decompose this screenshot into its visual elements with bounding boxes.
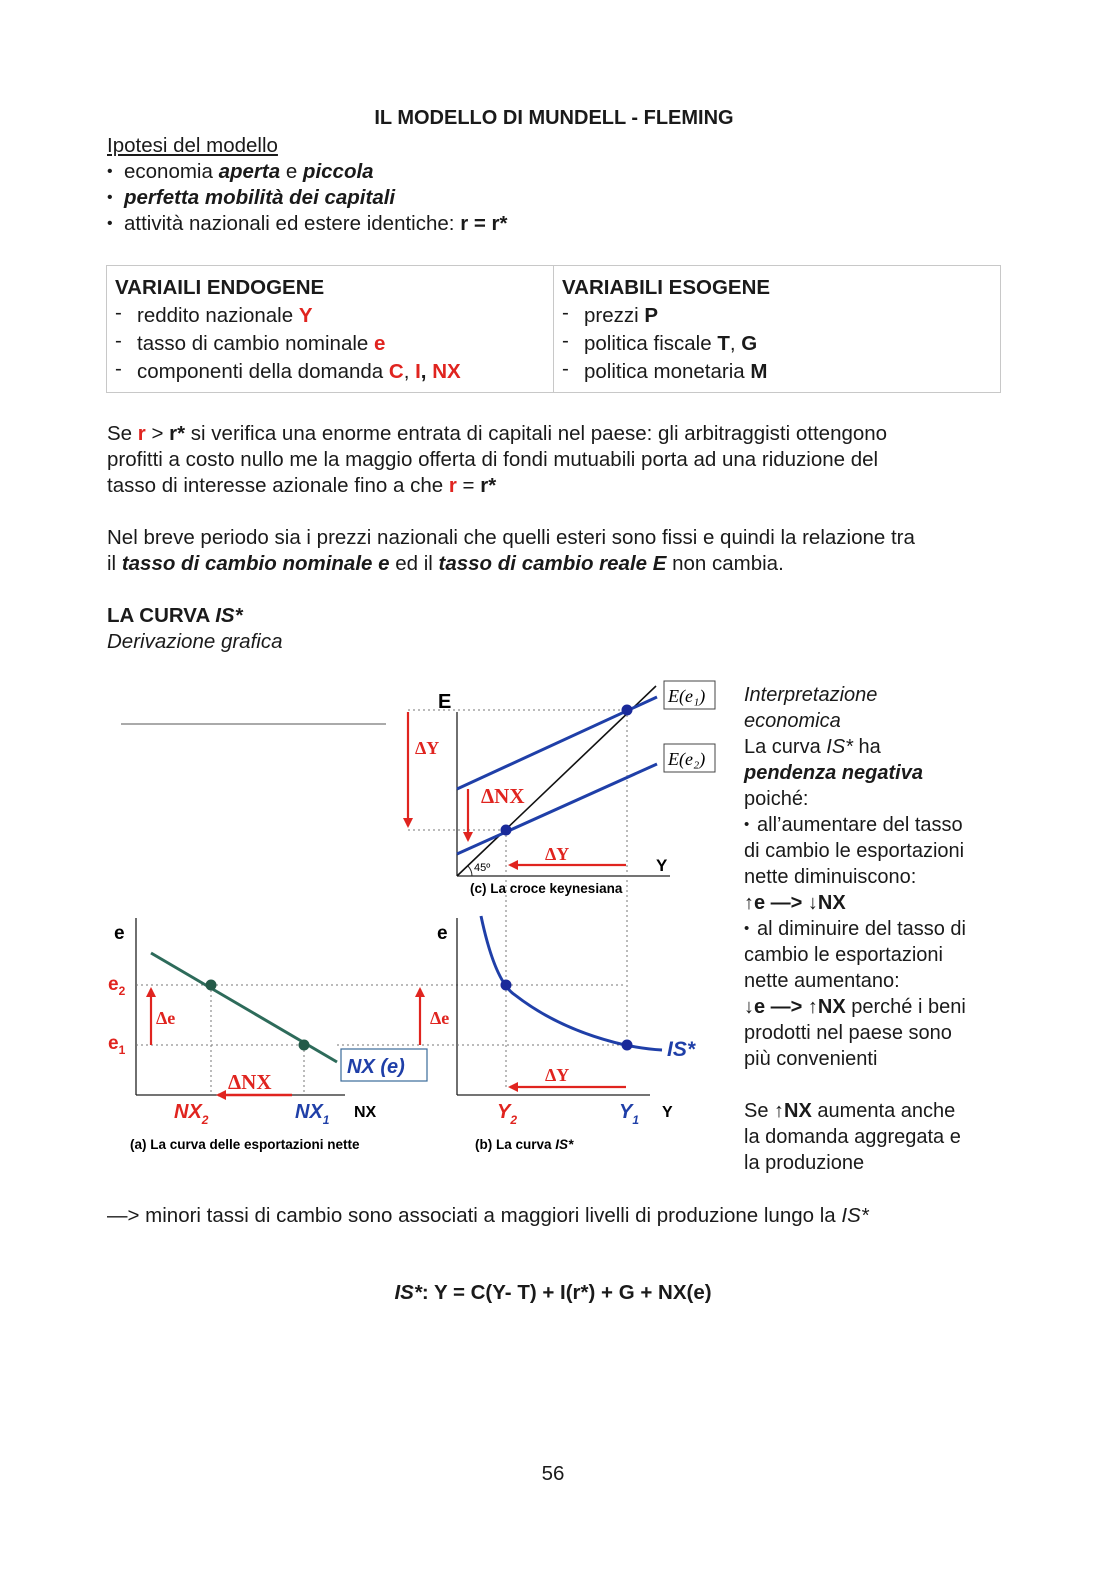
page-number: 56 xyxy=(541,1462,565,1485)
panel-net-exports xyxy=(108,918,624,1152)
hypotheses-heading: Ipotesi del modello xyxy=(107,134,278,157)
e1-label: $e_1$ xyxy=(108,1033,126,1057)
conclusion-text: —> minori tassi di cambio sono associati a maggiori livelli di produzione lungo la IS* xyxy=(107,1204,869,1227)
interpretation-bullet: • al diminuire del tasso di xyxy=(744,916,1004,942)
short-run-paragraph: Nel breve periodo sia i prezzi nazionali che quelli esteri sono fissi e quindi la relazione tra il tasso di cambio nominale e ed il tasso di cambio reale E non cambia. xyxy=(107,526,915,575)
exogenous-item: - prezzi P xyxy=(562,301,659,327)
is-curve-label: IS* xyxy=(667,1038,696,1061)
hypothesis-item: • perfetta mobilità dei capitali xyxy=(107,185,507,211)
y2-label: $Y_2$ xyxy=(497,1101,518,1127)
delta-nx-label: ΔNX xyxy=(228,1070,272,1094)
panel-c-x-label: Y xyxy=(656,856,668,875)
angle-label: 45º xyxy=(474,862,491,874)
exogenous-item: - politica fiscale T, G xyxy=(562,329,758,355)
panel-c-caption: (c) La croce keynesiana xyxy=(470,881,623,896)
line-label-e2: E(e₂) xyxy=(668,749,706,769)
panel-a-caption: (a) La curva delle esportazioni nette xyxy=(130,1137,360,1152)
panel-is-star xyxy=(337,916,696,1152)
panel-a-y-label: e xyxy=(114,923,125,944)
hypothesis-item: • economia aperta e piccola xyxy=(107,159,507,185)
line-label-e1: E(e₁) xyxy=(668,686,706,706)
delta-y-vertical-label: ΔY xyxy=(415,738,440,758)
section-heading: LA CURVA IS* Derivazione grafica xyxy=(107,604,283,653)
page-title: IL MODELLO DI MUNDELL - FLEMING xyxy=(374,107,734,129)
panel-c-y-label: E xyxy=(438,691,452,713)
is-point-2 xyxy=(501,980,512,991)
equilibrium-point-1 xyxy=(622,705,633,716)
capital-inflow-paragraph: Se r > r* si verifica una enorme entrata di capitali nel paese: gli arbitraggisti ottengono profitti a costo nullo me la maggio offerta di fondi mutuabili porta ad una riduzione del tasso di interesse azionale fino a che r = r* xyxy=(107,422,888,497)
exogenous-header: VARIABILI ESOGENE xyxy=(562,276,771,299)
endogenous-item: - componenti della domanda C, I, NX xyxy=(115,357,461,383)
delta-y-horizontal-label: ΔY xyxy=(545,844,570,864)
y1-label: $Y_1$ xyxy=(619,1101,640,1127)
interpretation-bullet: • all’aumentare del tasso xyxy=(744,812,1004,838)
nx-curve-label: NX (e) xyxy=(347,1056,405,1078)
equilibrium-point-2 xyxy=(501,825,512,836)
nx-point-e2 xyxy=(206,980,217,991)
nx1-label: $NX_1$ xyxy=(295,1101,330,1127)
endogenous-header: VARIAILI ENDOGENE xyxy=(115,276,325,299)
is-star-equation: IS*: Y = C(Y- T) + I(r*) + G + NX(e) xyxy=(394,1281,712,1304)
endogenous-item: - tasso di cambio nominale e xyxy=(115,329,386,355)
delta-y-label: ΔY xyxy=(545,1065,570,1085)
hypothesis-item: • attività nazionali ed estere identiche: r = r* xyxy=(107,211,507,237)
delta-e-label: Δe xyxy=(430,1008,450,1028)
panel-b-caption: (b) La curva IS* xyxy=(475,1137,574,1152)
delta-e-label: Δe xyxy=(156,1008,176,1028)
angle-arc xyxy=(468,866,472,876)
economic-interpretation: Interpretazione economica La curva IS* ha pendenza negativa poiché: • all’aumentare del tasso di cambio le esportazioni nette diminuiscono: ↑e —> ↓NX • al diminuire del tasso di cambio le esportazioni nette aumentano: ↓e —> ↑NX perché i beni prodotti nel paese sono più convenienti Se ↑NX aumenta anche la domanda aggregata e la produzione xyxy=(744,682,1004,1176)
panel-b-y-label: e xyxy=(437,923,448,944)
e2-label: $e_2$ xyxy=(108,974,126,998)
nx2-label: $NX_2$ xyxy=(174,1101,209,1127)
endogenous-item: - reddito nazionale Y xyxy=(115,301,313,327)
nx-point-e1 xyxy=(299,1040,310,1051)
delta-nx-label: ΔNX xyxy=(481,784,525,808)
is-point-1 xyxy=(622,1040,633,1051)
panel-keynesian-cross xyxy=(408,681,715,1087)
panel-a-x-label: NX xyxy=(354,1104,377,1121)
panel-b-x-label: Y xyxy=(662,1104,673,1121)
exogenous-item: - politica monetaria M xyxy=(562,357,768,383)
